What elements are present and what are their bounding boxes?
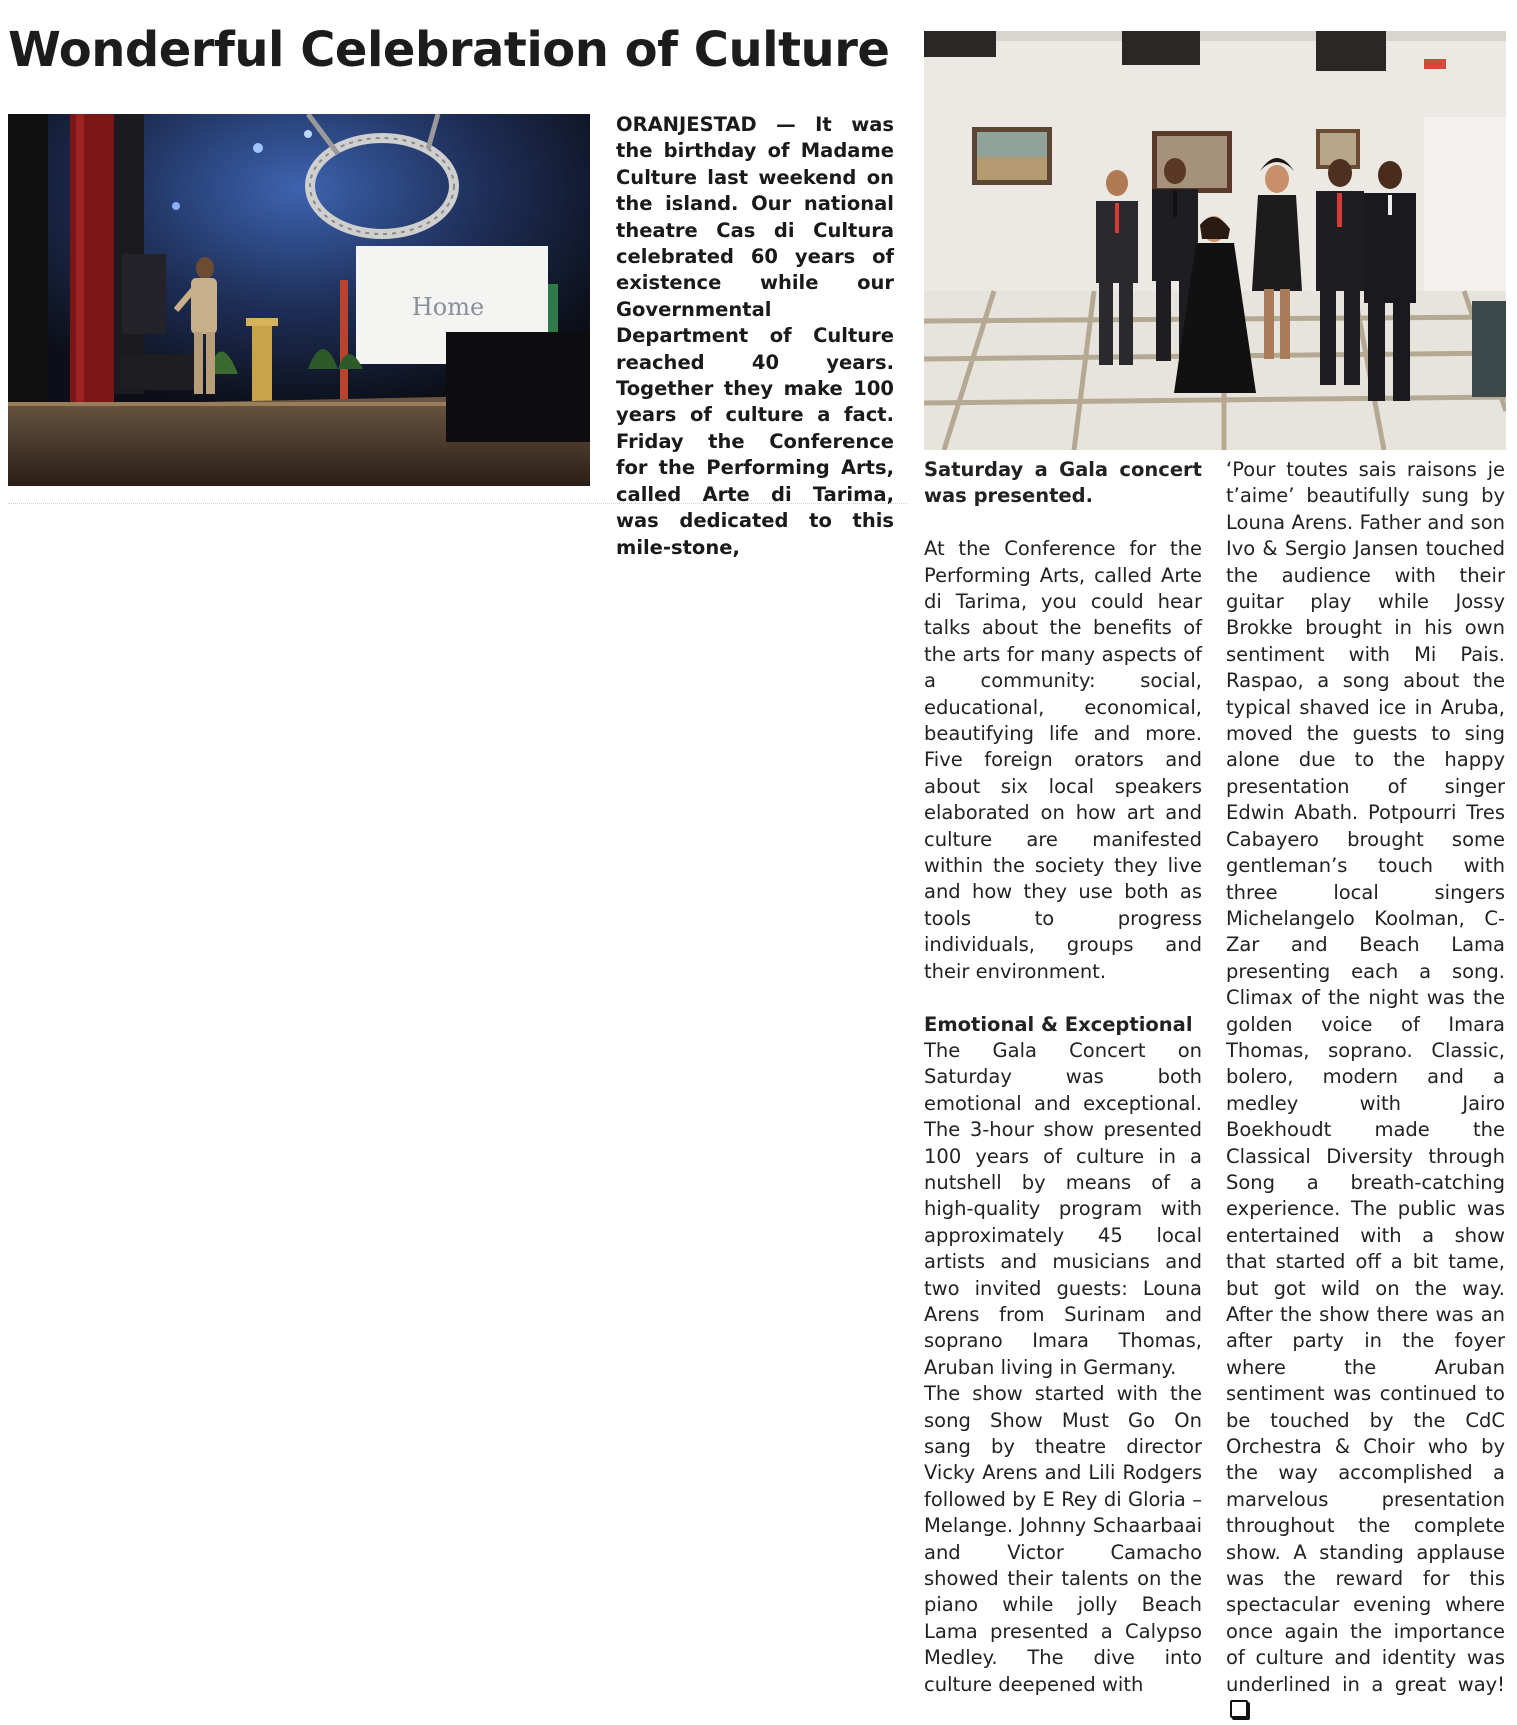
paragraph-spacer [924, 510, 1202, 536]
paragraph-show: The show started with the song Show Must Go On sang by theatre director Vicky Arens and Lili Rodgers followed by E Rey di Gloria – Melange. Johnny Schaarbaai and Victor Camacho showed their talents on the piano while jolly Beach Lama presented a Calypso Medley. The dive into culture deepened with [924, 1382, 1202, 1696]
article-title: Wonderful Celebration of Culture [8, 22, 890, 78]
stage-screen-text: Home [411, 293, 485, 321]
group-photo [924, 31, 1506, 450]
stage-photo [8, 114, 590, 486]
lead-continuation: Saturday a Gala concert was presented. [924, 458, 1202, 508]
article-column-left [924, 457, 1202, 1698]
paragraph-gala: The Gala Concert on Saturday was both emotional and exceptional. The 3-hour show presented 100 years of culture in a nutshell by means of a high-quality program with approximately 45 local artists and musicians and two invited guests: Louna Arens from Surinam and soprano Imara Thomas, Aruban living in Germany. [924, 1038, 1202, 1379]
end-of-article-icon [1230, 1700, 1248, 1718]
paragraph-conference: At the Conference for the Performing Arts, called Arte di Tarima, you could hear talks about the benefits of the arts for many aspects of a community: social, educational, economical, beautifying life and more. Five foreign orators and about six local speakers elaborated on how art and culture are manifested within the society they live and how they use both as tools to progress individuals, groups and their environment. [924, 537, 1202, 983]
paragraph-right [1226, 457, 1505, 1725]
article-column-right [1226, 457, 1505, 1725]
dateline: ORANJESTAD — [616, 113, 796, 136]
lead-text: It was the birthday of Madame Culture last weekend on the island. Our national theatre Cas di Cultura celebrated 60 years of existence while our Governmental Department of Culture reached 40 years. Together they make 100 years of culture a fact. Friday the Conference for the Performing Arts, called Arte di Tarima, was dedicated to this mile-stone, [616, 113, 894, 559]
paragraph-right-text: ‘Pour toutes sais raisons je t’aime’ beautifully sung by Louna Arens. Father and son Ivo & Sergio Jansen touched the audience with their guitar play while Jossy Brokke brought in his own sentiment with Mi Pais. Raspao, a song about the typical shaved ice in Aruba, moved the guests to sing alone due to the happy presentation of singer Edwin Abath. Potpourri Tres Cabayero brought some gentleman’s touch with three local singers Michelangelo Koolman, C-Zar and Beach Lama presenting each a song. Climax of the night was the golden voice of Imara Thomas, soprano. Classic, bolero, modern and a medley with Jairo Boekhoudt made the Classical Diversity through Song a breath-catching experience. The public was entertained with a show that started off a bit tame, but got wild on the way. After the show there was an after party in the foyer where the Aruban sentiment was continued to be touched by the CdC Orchestra & Choir who by the way accomplished a marvelous presentation throughout the complete show. A standing applause was the reward for this spectacular evening where once again the importance of culture and identity was underlined in a great way! [1226, 458, 1505, 1696]
section-divider [8, 503, 908, 504]
paragraph-spacer [924, 985, 1202, 1011]
subheading: Emotional & Exceptional [924, 1012, 1193, 1036]
lead-paragraph [616, 112, 894, 561]
